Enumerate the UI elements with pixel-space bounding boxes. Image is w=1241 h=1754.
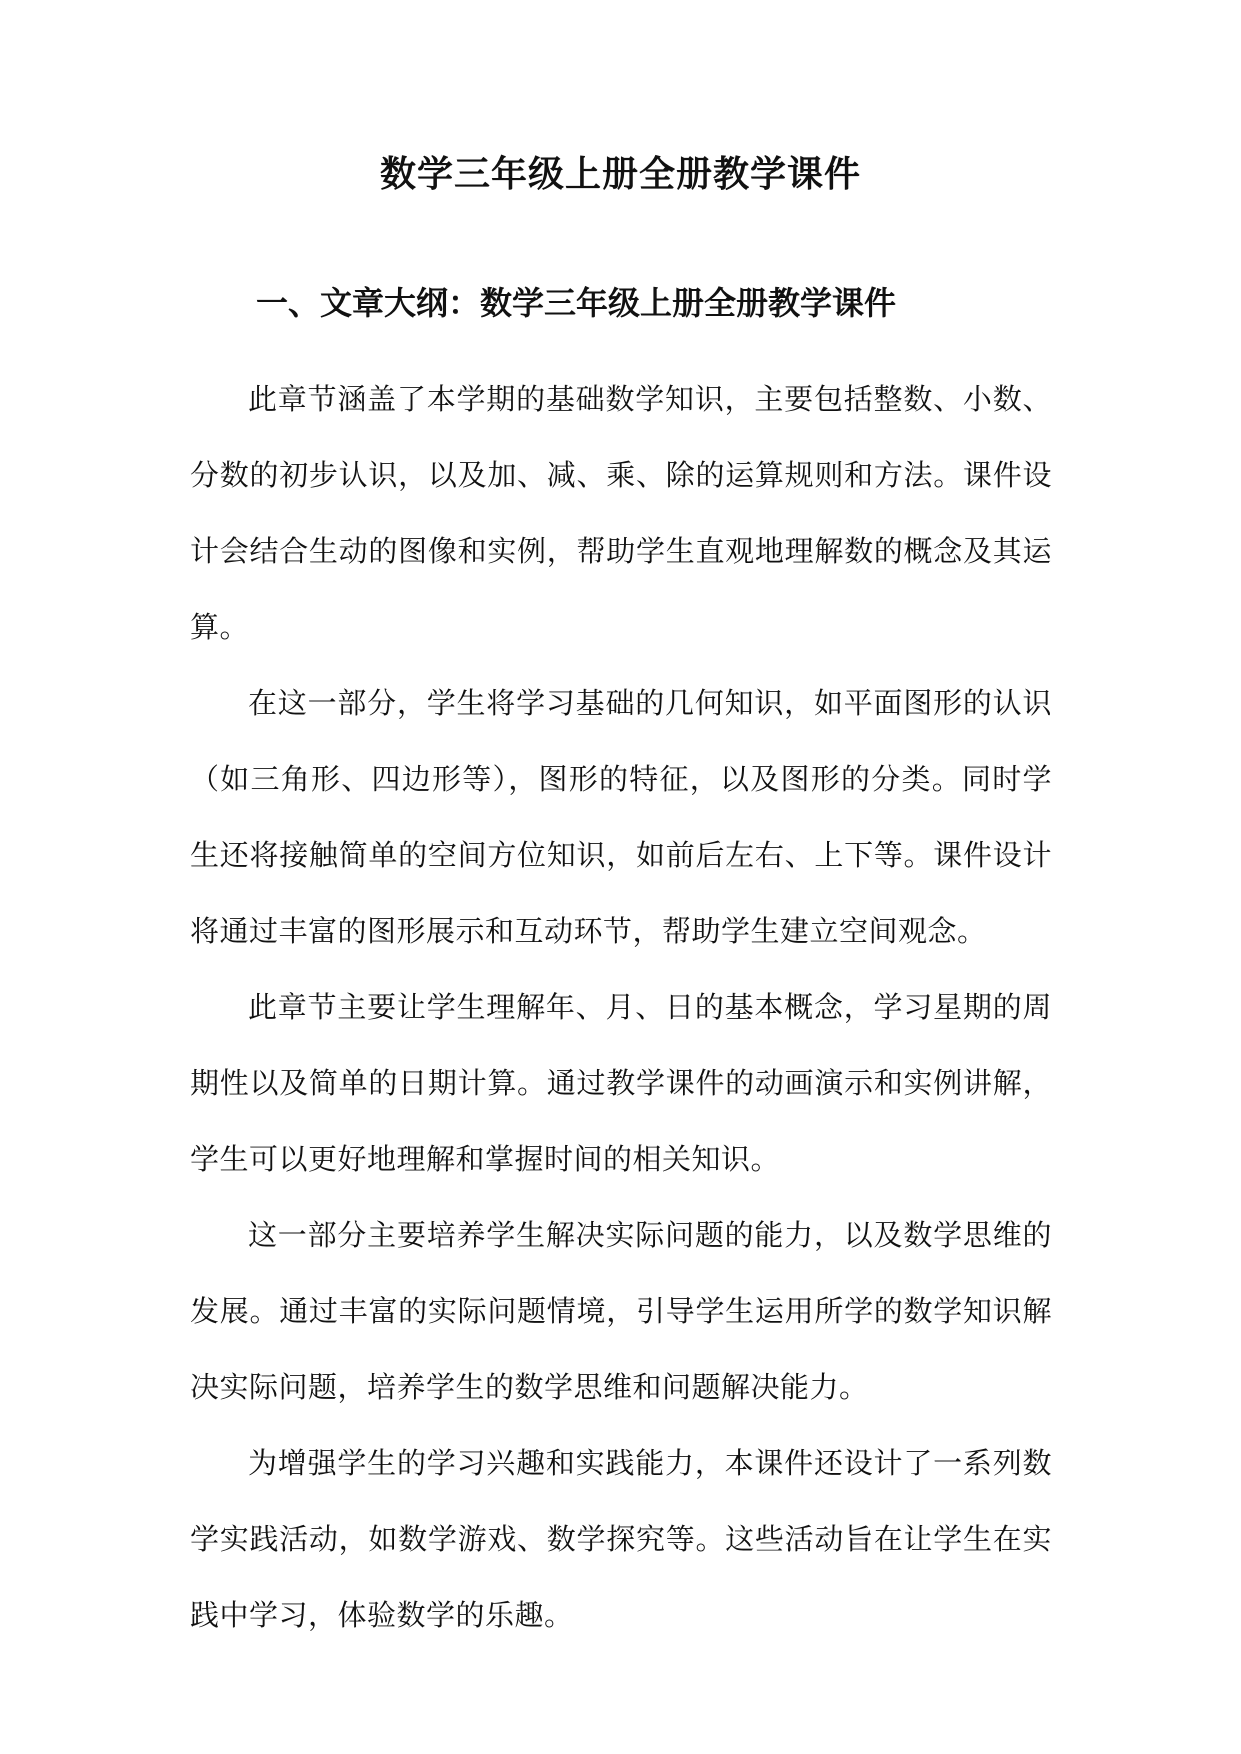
paragraph-2: 在这一部分，学生将学习基础的几何知识，如平面图形的认识（如三角形、四边形等），图形的特征，以及图形的分类。同时学生还将接触简单的空间方位知识，如前后左右、上下等。课件设计将通过丰富的图形展示和互动环节，帮助学生建立空间观念。 [190,686,1052,948]
section-heading: 一、文章大纲：数学三年级上册全册教学课件 [256,284,897,322]
paragraph-4: 这一部分主要培养学生解决实际问题的能力，以及数学思维的发展。通过丰富的实际问题情境，引导学生运用所学的数学知识解决实际问题，培养学生的数学思维和问题解决能力。 [190,1218,1052,1404]
document-title: 数学三年级上册全册教学课件 [379,153,861,195]
paragraph-3: 此章节主要让学生理解年、月、日的基本概念，学习星期的周期性以及简单的日期计算。通过教学课件的动画演示和实例讲解，学生可以更好地理解和掌握时间的相关知识。 [190,990,1052,1176]
paragraph-5: 为增强学生的学习兴趣和实践能力，本课件还设计了一系列数学实践活动，如数学游戏、数学探究等。这些活动旨在让学生在实践中学习，体验数学的乐趣。 [190,1446,1052,1632]
paragraph-1: 此章节涵盖了本学期的基础数学知识，主要包括整数、小数、分数的初步认识，以及加、减、乘、除的运算规则和方法。课件设计会结合生动的图像和实例，帮助学生直观地理解数的概念及其运算。 [190,382,1052,644]
document-body [190,361,1052,1653]
